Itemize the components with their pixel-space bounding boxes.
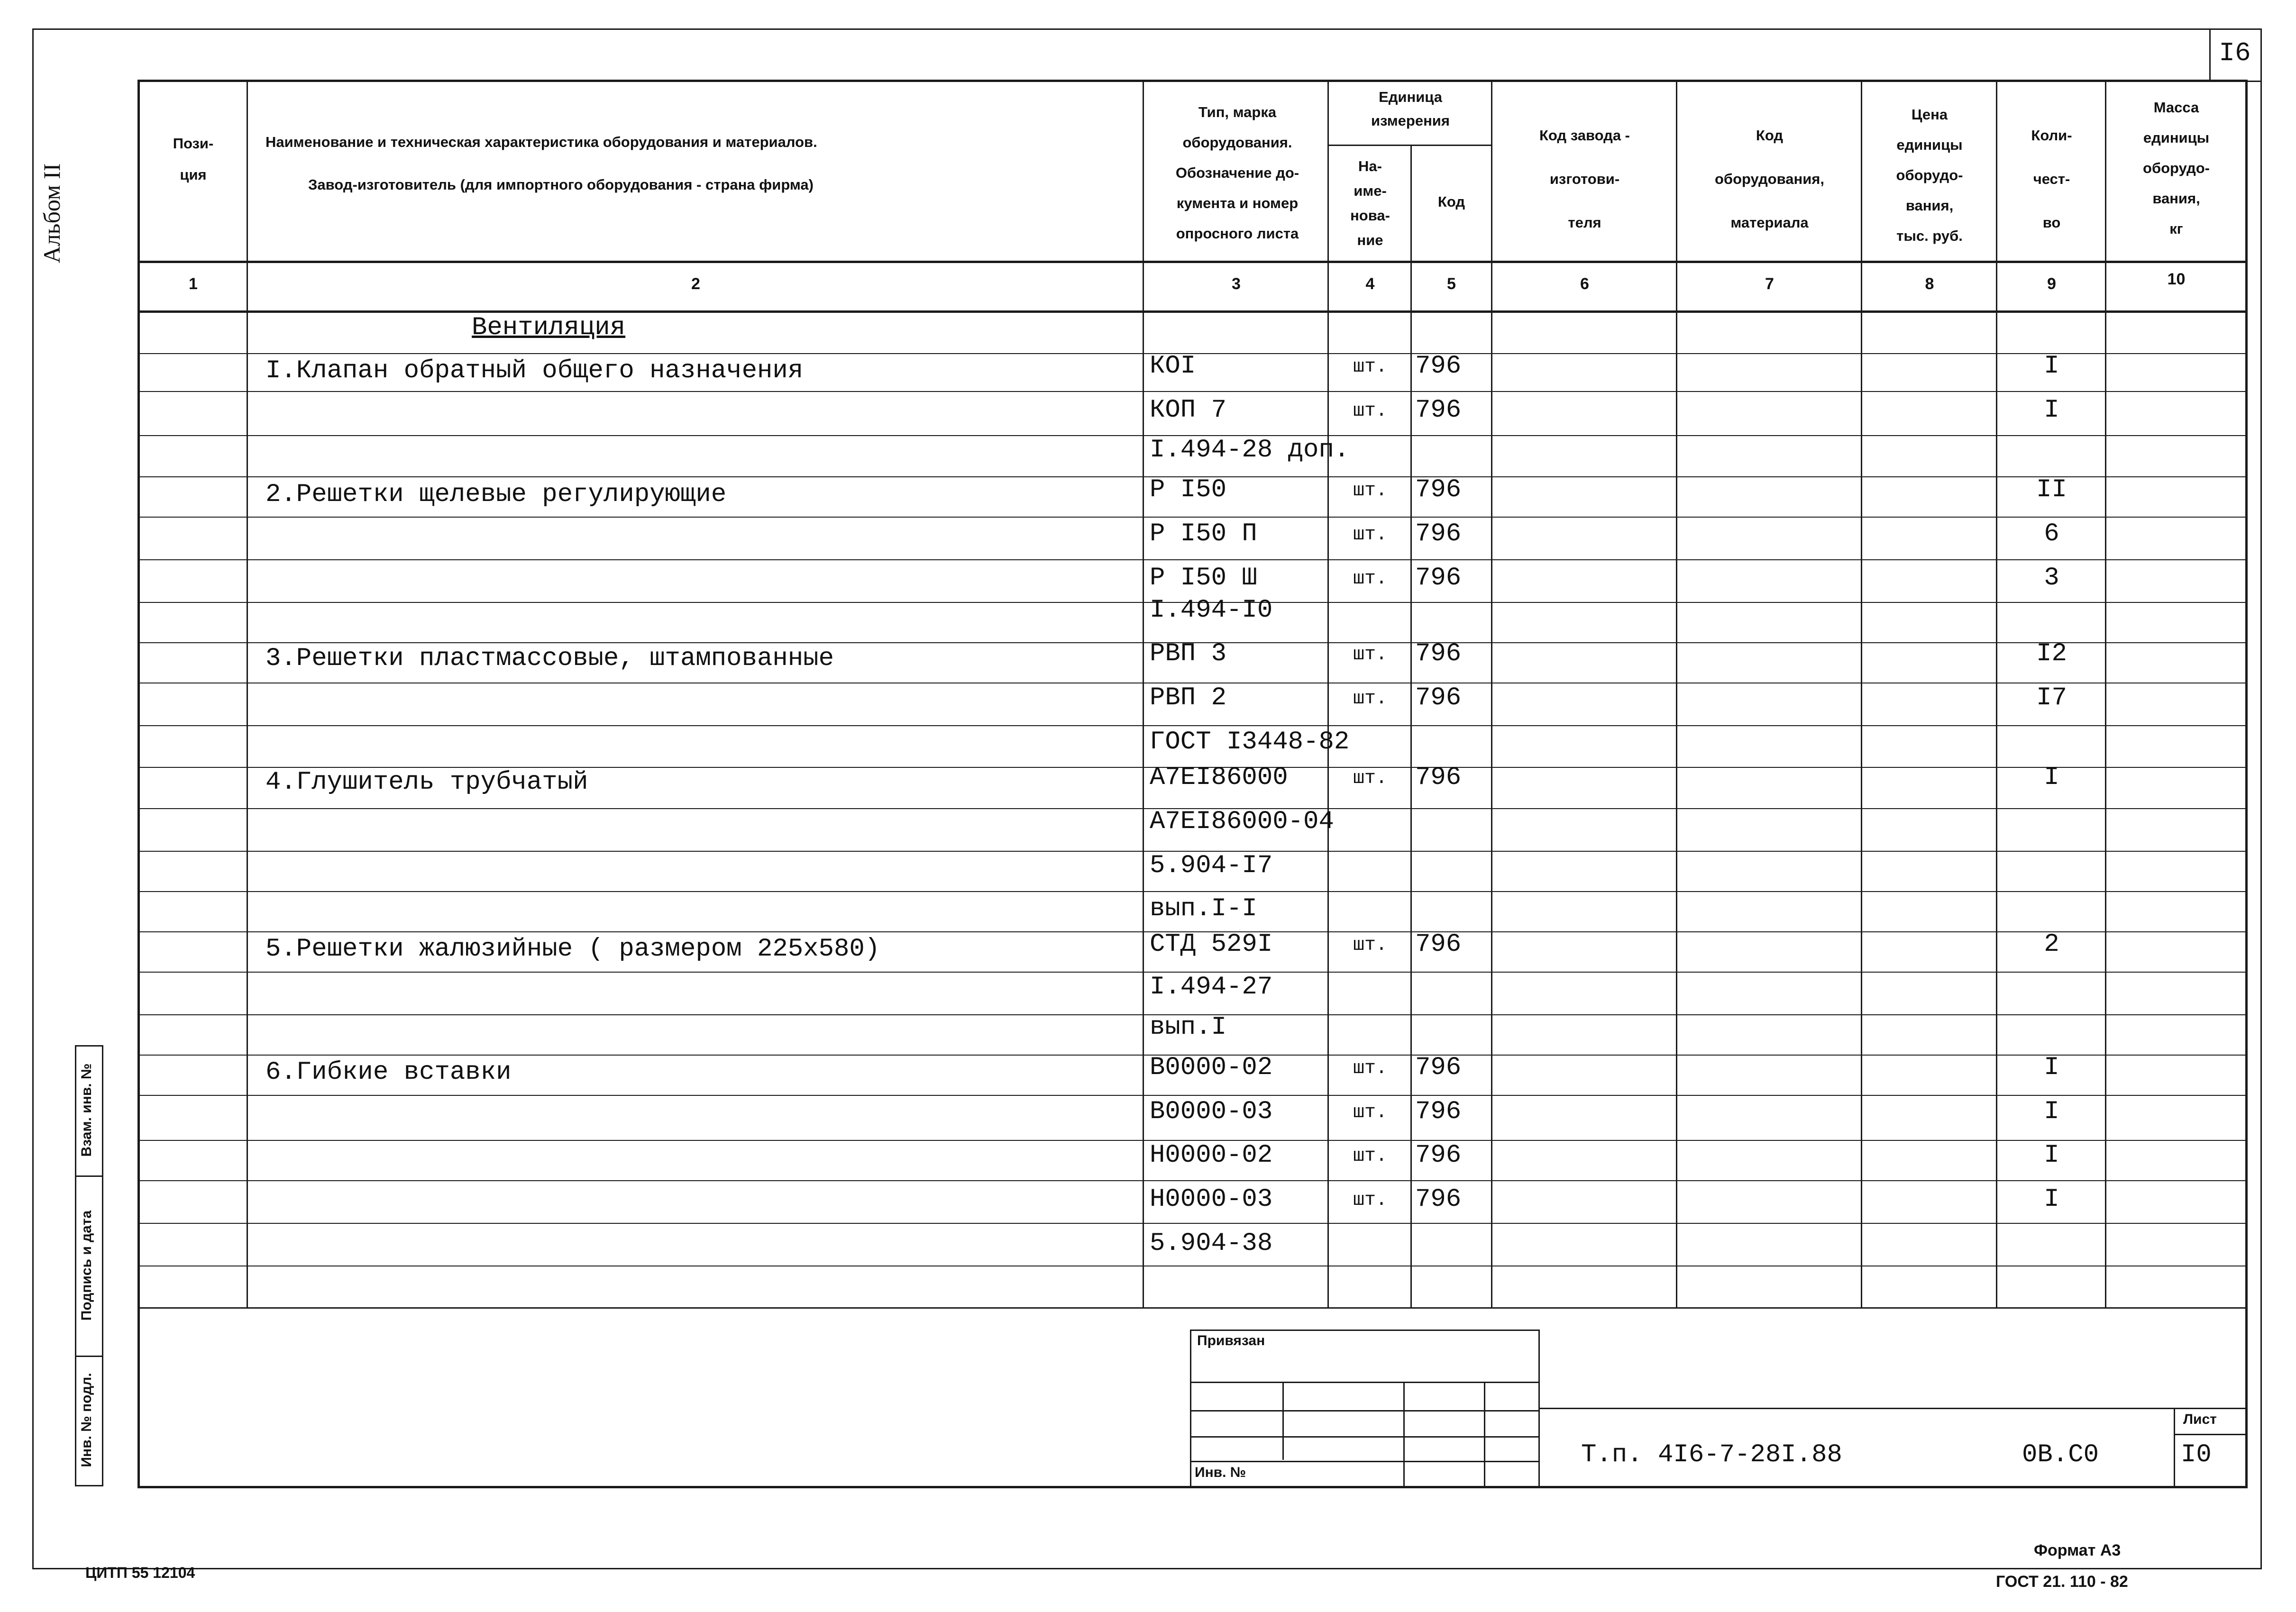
header-unit-name: На- име- нова- ние (1350, 158, 1390, 248)
row-qty: 2 (2044, 930, 2059, 959)
row-qty: I (2044, 352, 2059, 381)
row-unit: шт. (1353, 356, 1387, 378)
row-name: 2.Решетки щелевые регулирующие (265, 480, 727, 509)
col-number-7: 7 (1765, 275, 1774, 293)
page-number: I6 (2219, 38, 2251, 68)
row-unit: шт. (1353, 644, 1387, 665)
row-type: РВП 3 (1150, 639, 1227, 668)
row-type: I.494-27 (1150, 973, 1273, 1002)
row-type: КОП 7 (1150, 396, 1227, 425)
col-number-1: 1 (189, 275, 198, 293)
gost-label: ГОСТ 21. 110 - 82 (1996, 1573, 2128, 1591)
row-type: КОI (1150, 352, 1196, 381)
header-name: Наименование и техническая характеристика оборудования и материалов. Завод-изготовитель (для импортного оборудования - страна фирма) (265, 134, 817, 193)
row-name: 3.Решетки пластмассовые, штампованные (265, 644, 834, 673)
row-unit: шт. (1353, 1102, 1387, 1123)
row-code: 796 (1415, 639, 1462, 668)
format-label: Формат А3 (2034, 1541, 2121, 1559)
row-qty: I (2044, 763, 2059, 792)
row-qty: I (2044, 1141, 2059, 1170)
row-name: I.Клапан обратный общего назначения (265, 356, 804, 385)
row-code: 796 (1415, 475, 1462, 504)
row-type: вып.I (1150, 1013, 1227, 1042)
row-type: ГОСТ I3448-82 (1150, 728, 1350, 756)
row-type: 5.904-I7 (1150, 851, 1273, 880)
row-type: Р I50 (1150, 475, 1227, 504)
row-code: 796 (1415, 519, 1462, 548)
row-type: В0000-02 (1150, 1053, 1273, 1082)
row-code: 796 (1415, 1053, 1462, 1082)
row-type: Н0000-03 (1150, 1185, 1273, 1214)
row-code: 796 (1415, 1141, 1462, 1170)
col-number-9: 9 (2047, 275, 2056, 293)
row-unit: шт. (1353, 688, 1387, 710)
privyazan-label: Привязан (1197, 1333, 1265, 1348)
row-code: 796 (1415, 763, 1462, 792)
row-type: I.494-I0 (1150, 596, 1273, 625)
row-code: 796 (1415, 1185, 1462, 1214)
row-name: 5.Решетки жалюзийные ( размером 225х580) (265, 935, 880, 964)
row-qty: I (2044, 1053, 2059, 1082)
header-factory-code: Код завода - изготови- теля (1539, 127, 1630, 231)
document-code: 0В.С0 (2022, 1440, 2099, 1469)
header-price: Цена единицы оборудо- вания, тыс. руб. (1896, 106, 1963, 244)
row-type: Р I50 П (1150, 519, 1257, 548)
row-code: 796 (1415, 396, 1462, 425)
row-code: 796 (1415, 564, 1462, 592)
sheet-number: I0 (2181, 1440, 2212, 1469)
row-qty: I7 (2036, 683, 2067, 712)
col-number-6: 6 (1580, 275, 1589, 293)
row-unit: шт. (1353, 1190, 1387, 1211)
stamp-inv: Инв. № подл. (79, 1373, 94, 1467)
row-unit: шт. (1353, 768, 1387, 789)
row-unit: шт. (1353, 568, 1387, 590)
row-type: вып.I-I (1150, 894, 1257, 923)
row-unit: шт. (1353, 480, 1387, 501)
col-number-8: 8 (1925, 275, 1934, 293)
publisher-label: ЦИТП 55 12104 (85, 1564, 195, 1581)
header-position: Пози- ция (173, 135, 214, 183)
row-type: Н0000-02 (1150, 1141, 1273, 1170)
row-code: 796 (1415, 352, 1462, 381)
row-unit: шт. (1353, 1146, 1387, 1167)
row-name: 6.Гибкие вставки (265, 1058, 512, 1087)
row-type: В0000-03 (1150, 1097, 1273, 1126)
project-number: Т.п. 4I6-7-28I.88 (1581, 1440, 1842, 1469)
row-qty: 3 (2044, 564, 2059, 592)
stamp-vzam: Взам. инв. № (79, 1063, 94, 1157)
row-type: СТД 529I (1150, 930, 1273, 959)
header-quantity: Коли- чест- во (2031, 127, 2072, 231)
header-unit-code: Код (1437, 193, 1465, 210)
album-label: Альбом II (38, 163, 65, 264)
row-unit: шт. (1353, 401, 1387, 422)
row-unit: шт. (1353, 1058, 1387, 1079)
row-type: А7ЕI86000-04 (1150, 807, 1334, 836)
row-name: 4.Глушитель трубчатый (265, 768, 588, 797)
row-type: РВП 2 (1150, 683, 1227, 712)
header-mass: Масса единицы оборудо- вания, кг (2143, 99, 2210, 237)
row-qty: I (2044, 1097, 2059, 1126)
header-unit-group: Единица измерения (1371, 89, 1450, 129)
col-number-10: 10 (2167, 270, 2186, 288)
col-number-4: 4 (1365, 275, 1375, 293)
row-qty: 6 (2044, 519, 2059, 548)
header-type: Тип, марка оборудования. Обозначение до- кумента и номер опросного листа (1175, 104, 1299, 242)
row-code: 796 (1415, 1097, 1462, 1126)
sheet-label: Лист (2183, 1412, 2217, 1427)
row-code: 796 (1415, 683, 1462, 712)
row-unit: шт. (1353, 935, 1387, 956)
row-type: I.494-28 доп. (1150, 436, 1350, 464)
row-type: 5.904-38 (1150, 1229, 1273, 1258)
section-title: Вентиляция (472, 313, 626, 342)
inv-no-label: Инв. № (1195, 1465, 1246, 1480)
col-number-3: 3 (1232, 275, 1241, 293)
row-unit: шт. (1353, 524, 1387, 546)
col-number-5: 5 (1447, 275, 1456, 293)
header-equipment-code: Код оборудования, материала (1714, 127, 1824, 231)
row-qty: I (2044, 396, 2059, 425)
col-number-2: 2 (691, 275, 700, 293)
row-type: Р I50 Ш (1150, 564, 1257, 592)
row-qty: I (2044, 1185, 2059, 1214)
row-qty: II (2036, 475, 2067, 504)
row-qty: I2 (2036, 639, 2067, 668)
row-code: 796 (1415, 930, 1462, 959)
row-type: А7ЕI86000 (1150, 763, 1288, 792)
stamp-podpis: Подпись и дата (79, 1210, 94, 1321)
